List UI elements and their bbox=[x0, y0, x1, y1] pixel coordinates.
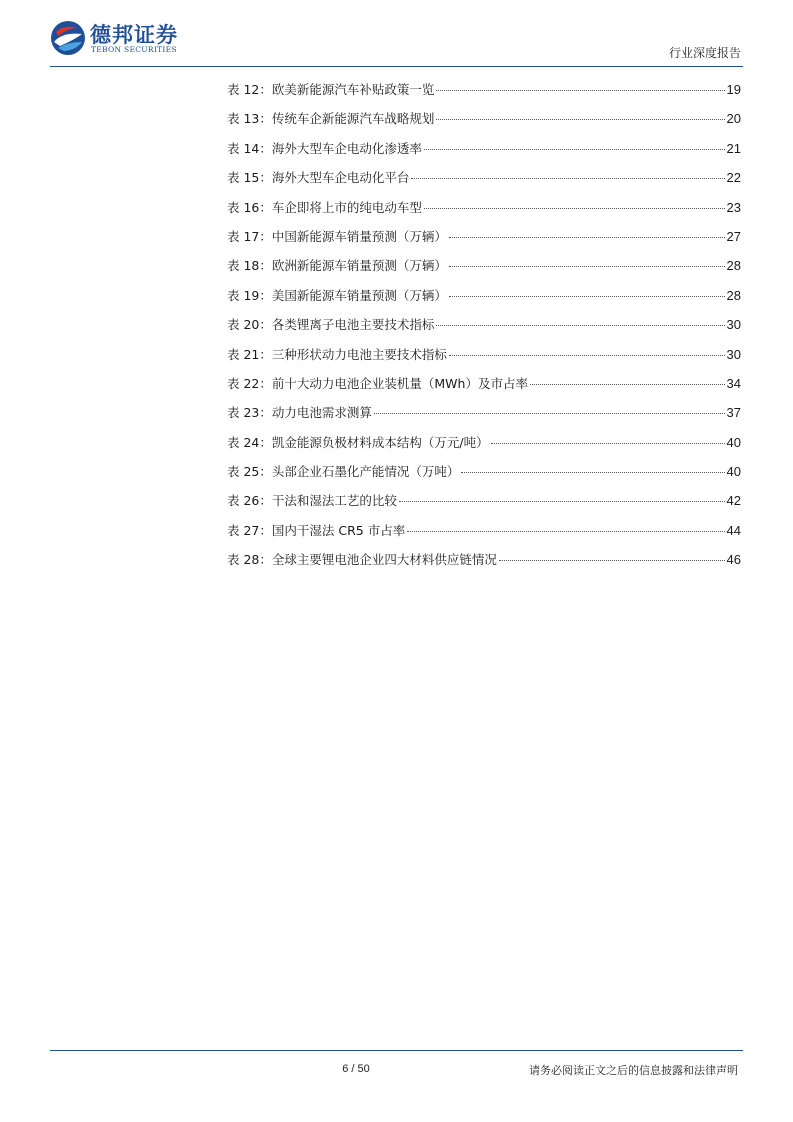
toc-entry[interactable] bbox=[227, 521, 741, 550]
toc-entry-label: 表 18：欧洲新能源车销量预测（万辆） bbox=[227, 258, 447, 274]
toc-entry[interactable] bbox=[227, 286, 741, 315]
report-type: 行业深度报告 bbox=[668, 46, 741, 60]
toc-entry-label: 表 21：三种形状动力电池主要技术指标 bbox=[227, 346, 447, 362]
toc-leader-dots bbox=[449, 355, 725, 356]
toc-entry-label: 表 19：美国新能源车销量预测（万辆） bbox=[227, 287, 447, 303]
toc-entry[interactable] bbox=[227, 345, 741, 374]
toc-leader-dots bbox=[449, 296, 725, 297]
toc-entry-page: 44 bbox=[726, 522, 741, 538]
toc-entry[interactable] bbox=[227, 198, 741, 227]
toc-leader-dots bbox=[436, 119, 724, 120]
toc-entry-page: 30 bbox=[726, 346, 741, 362]
toc-entry-page: 34 bbox=[726, 375, 741, 391]
toc-entry-page: 20 bbox=[726, 111, 741, 127]
toc-entry[interactable] bbox=[227, 256, 741, 285]
toc-leader-dots bbox=[436, 325, 724, 326]
header-divider bbox=[50, 66, 743, 67]
page-number: 6 / 50 bbox=[342, 1063, 370, 1075]
toc-entry-label: 表 15：海外大型车企电动化平台 bbox=[227, 170, 410, 186]
toc-entry-page: 28 bbox=[726, 258, 741, 274]
toc-entry-label: 表 20：各类锂离子电池主要技术指标 bbox=[227, 317, 435, 333]
toc-leader-dots bbox=[407, 531, 724, 532]
table-of-contents bbox=[227, 80, 741, 580]
toc-entry-page: 27 bbox=[726, 228, 741, 244]
toc-leader-dots bbox=[449, 237, 725, 238]
toc-entry[interactable] bbox=[227, 315, 741, 344]
toc-entry-label: 表 17：中国新能源车销量预测（万辆） bbox=[227, 228, 447, 244]
logo-chinese-name: 德邦证券 bbox=[90, 22, 178, 47]
toc-entry-label: 表 12：欧美新能源汽车补贴政策一览 bbox=[227, 82, 435, 97]
toc-entry-label: 表 27：国内干湿法 CR5 市占率 bbox=[227, 522, 406, 538]
toc-entry-label: 表 22：前十大动力电池企业装机量（MWh）及市占率 bbox=[227, 375, 528, 391]
toc-entry-label: 表 24：凯金能源负极材料成本结构（万元/吨） bbox=[227, 434, 489, 450]
logo-emblem-icon bbox=[50, 20, 86, 56]
toc-leader-dots bbox=[491, 443, 725, 444]
toc-entry[interactable] bbox=[227, 374, 741, 403]
toc-entry-page: 30 bbox=[726, 317, 741, 333]
toc-entry-page: 22 bbox=[726, 170, 741, 186]
toc-entry-page: 23 bbox=[726, 199, 741, 215]
toc-entry[interactable] bbox=[227, 462, 741, 491]
company-logo bbox=[50, 18, 240, 60]
footer-divider bbox=[50, 1050, 743, 1051]
toc-entry-label: 表 16：车企即将上市的纯电动车型 bbox=[227, 199, 422, 215]
toc-entry[interactable] bbox=[227, 403, 741, 432]
toc-leader-dots bbox=[436, 90, 724, 91]
toc-entry-label: 表 28：全球主要锂电池企业四大材料供应链情况 bbox=[227, 552, 497, 568]
toc-leader-dots bbox=[399, 501, 725, 502]
toc-leader-dots bbox=[424, 208, 725, 209]
toc-entry[interactable] bbox=[227, 550, 741, 579]
footer-disclaimer: 请务必阅读正文之后的信息披露和法律声明 bbox=[529, 1064, 738, 1077]
toc-entry-label: 表 13：传统车企新能源汽车战略规划 bbox=[227, 111, 435, 127]
toc-entry[interactable] bbox=[227, 80, 741, 109]
toc-leader-dots bbox=[411, 178, 724, 179]
logo-english-name: TEBON SECURITIES bbox=[91, 45, 177, 54]
toc-entry-page: 42 bbox=[726, 493, 741, 509]
toc-leader-dots bbox=[530, 384, 725, 385]
toc-leader-dots bbox=[374, 413, 725, 414]
toc-entry-page: 28 bbox=[726, 287, 741, 303]
page-header bbox=[0, 0, 793, 70]
toc-entry-page: 46 bbox=[726, 552, 741, 568]
toc-entry[interactable] bbox=[227, 109, 741, 138]
toc-leader-dots bbox=[449, 266, 725, 267]
toc-entry[interactable] bbox=[227, 491, 741, 520]
toc-entry-page: 40 bbox=[726, 434, 741, 450]
toc-entry-label: 表 23：动力电池需求测算 bbox=[227, 405, 372, 421]
toc-entry-label: 表 14：海外大型车企电动化渗透率 bbox=[227, 140, 422, 156]
toc-leader-dots bbox=[424, 149, 725, 150]
toc-entry-label: 表 26：干法和湿法工艺的比较 bbox=[227, 493, 397, 509]
toc-entry-page: 19 bbox=[726, 82, 741, 97]
toc-entry-label: 表 25：头部企业石墨化产能情况（万吨） bbox=[227, 464, 460, 480]
toc-entry-page: 37 bbox=[726, 405, 741, 421]
toc-entry[interactable] bbox=[227, 139, 741, 168]
toc-entry-page: 40 bbox=[726, 464, 741, 480]
toc-entry[interactable] bbox=[227, 168, 741, 197]
toc-entry[interactable] bbox=[227, 433, 741, 462]
toc-entry[interactable] bbox=[227, 227, 741, 256]
toc-leader-dots bbox=[461, 472, 724, 473]
toc-entry-page: 21 bbox=[726, 140, 741, 156]
toc-leader-dots bbox=[499, 560, 725, 561]
